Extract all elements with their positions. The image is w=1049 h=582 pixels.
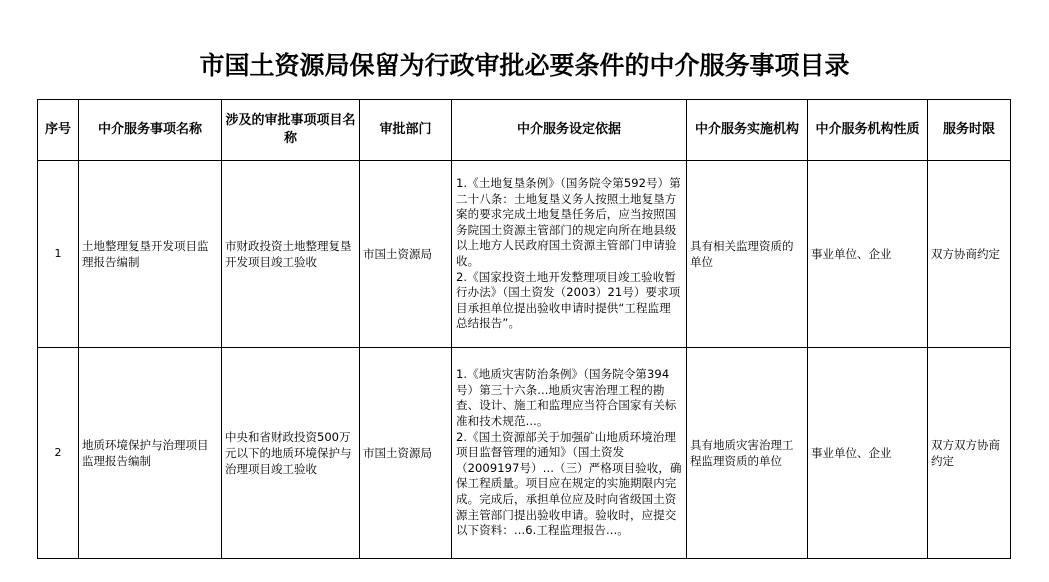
- cell-index: 1: [38, 161, 79, 348]
- basis-clause: 1.《地质灾害防治条例》（国务院令第394号）第三十六条...地质灾害治理工程的勘查、设计、施工和监理应当符合国家有关标准和技术规范...。: [456, 367, 677, 429]
- cell-agency: 具有地质灾害治理工程监理资质的单位: [687, 348, 808, 559]
- header-approval-item: 涉及的审批事项项目名称: [222, 100, 360, 161]
- cell-service-name: 土地整理复垦开发项目监理报告编制: [79, 161, 222, 348]
- table-row: [38, 348, 1011, 559]
- cell-service-name: 地质环境保护与治理项目监理报告编制: [79, 348, 222, 559]
- page-title: 市国土资源局保留为行政审批必要条件的中介服务事项目录: [199, 51, 850, 80]
- cell-agency: 具有相关监理资质的单位: [687, 161, 808, 348]
- header-index: 序号: [38, 100, 79, 161]
- cell-basis: [452, 161, 687, 348]
- cell-time-limit: 双方协商约定: [928, 161, 1011, 348]
- header-department: 审批部门: [360, 100, 452, 161]
- basis-clause: 1.《土地复垦条例》（国务院令第592号）第二十八条：土地复垦义务人按照土地复垦方案的要求完成土地复垦任务后，应当按照国务院国土资源主管部门的规定向所在地县级以上地方人民政府国土资源主管部门申请验收。: [456, 176, 681, 268]
- cell-agency-nature: 事业单位、企业: [808, 348, 928, 559]
- basis-clause: 2.《国土资源部关于加强矿山地质环境治理项目监督管理的通知》（国土资发（2009197号）...（三）严格项目验收，确保工程质量。项目应在规定的实施期限内完成。完成后，承担单位应及时向省级国土资源主管部门提出验收申请。验收时，应提交以下资料：...6.工程监理报告...。: [456, 429, 682, 538]
- service-catalog-table: [37, 99, 1011, 559]
- cell-department: 市国土资源局: [360, 348, 452, 559]
- table-row: [38, 161, 1011, 348]
- cell-approval-item: 市财政投资土地整理复垦开发项目竣工验收: [222, 161, 360, 348]
- cell-basis: [452, 348, 687, 559]
- header-agency-nature: 中介服务机构性质: [808, 100, 928, 161]
- cell-approval-item: 中央和省财政投资500万元以下的地质环境保护与治理项目竣工验收: [222, 348, 360, 559]
- header-basis: 中介服务设定依据: [452, 100, 687, 161]
- table-header-row: [38, 100, 1011, 161]
- cell-index: 2: [38, 348, 79, 559]
- header-agency: 中介服务实施机构: [687, 100, 808, 161]
- cell-department: 市国土资源局: [360, 161, 452, 348]
- basis-clause: 2.《国家投资土地开发整理项目竣工验收暂行办法》（国土资发（2003）21号）要求项目承担单位提出验收申请时提供“工程监理总结报告”。: [456, 269, 681, 331]
- cell-time-limit: 双方双方协商约定: [928, 348, 1011, 559]
- header-service-name: 中介服务事项名称: [79, 100, 222, 161]
- header-time-limit: 服务时限: [928, 100, 1011, 161]
- cell-agency-nature: 事业单位、企业: [808, 161, 928, 348]
